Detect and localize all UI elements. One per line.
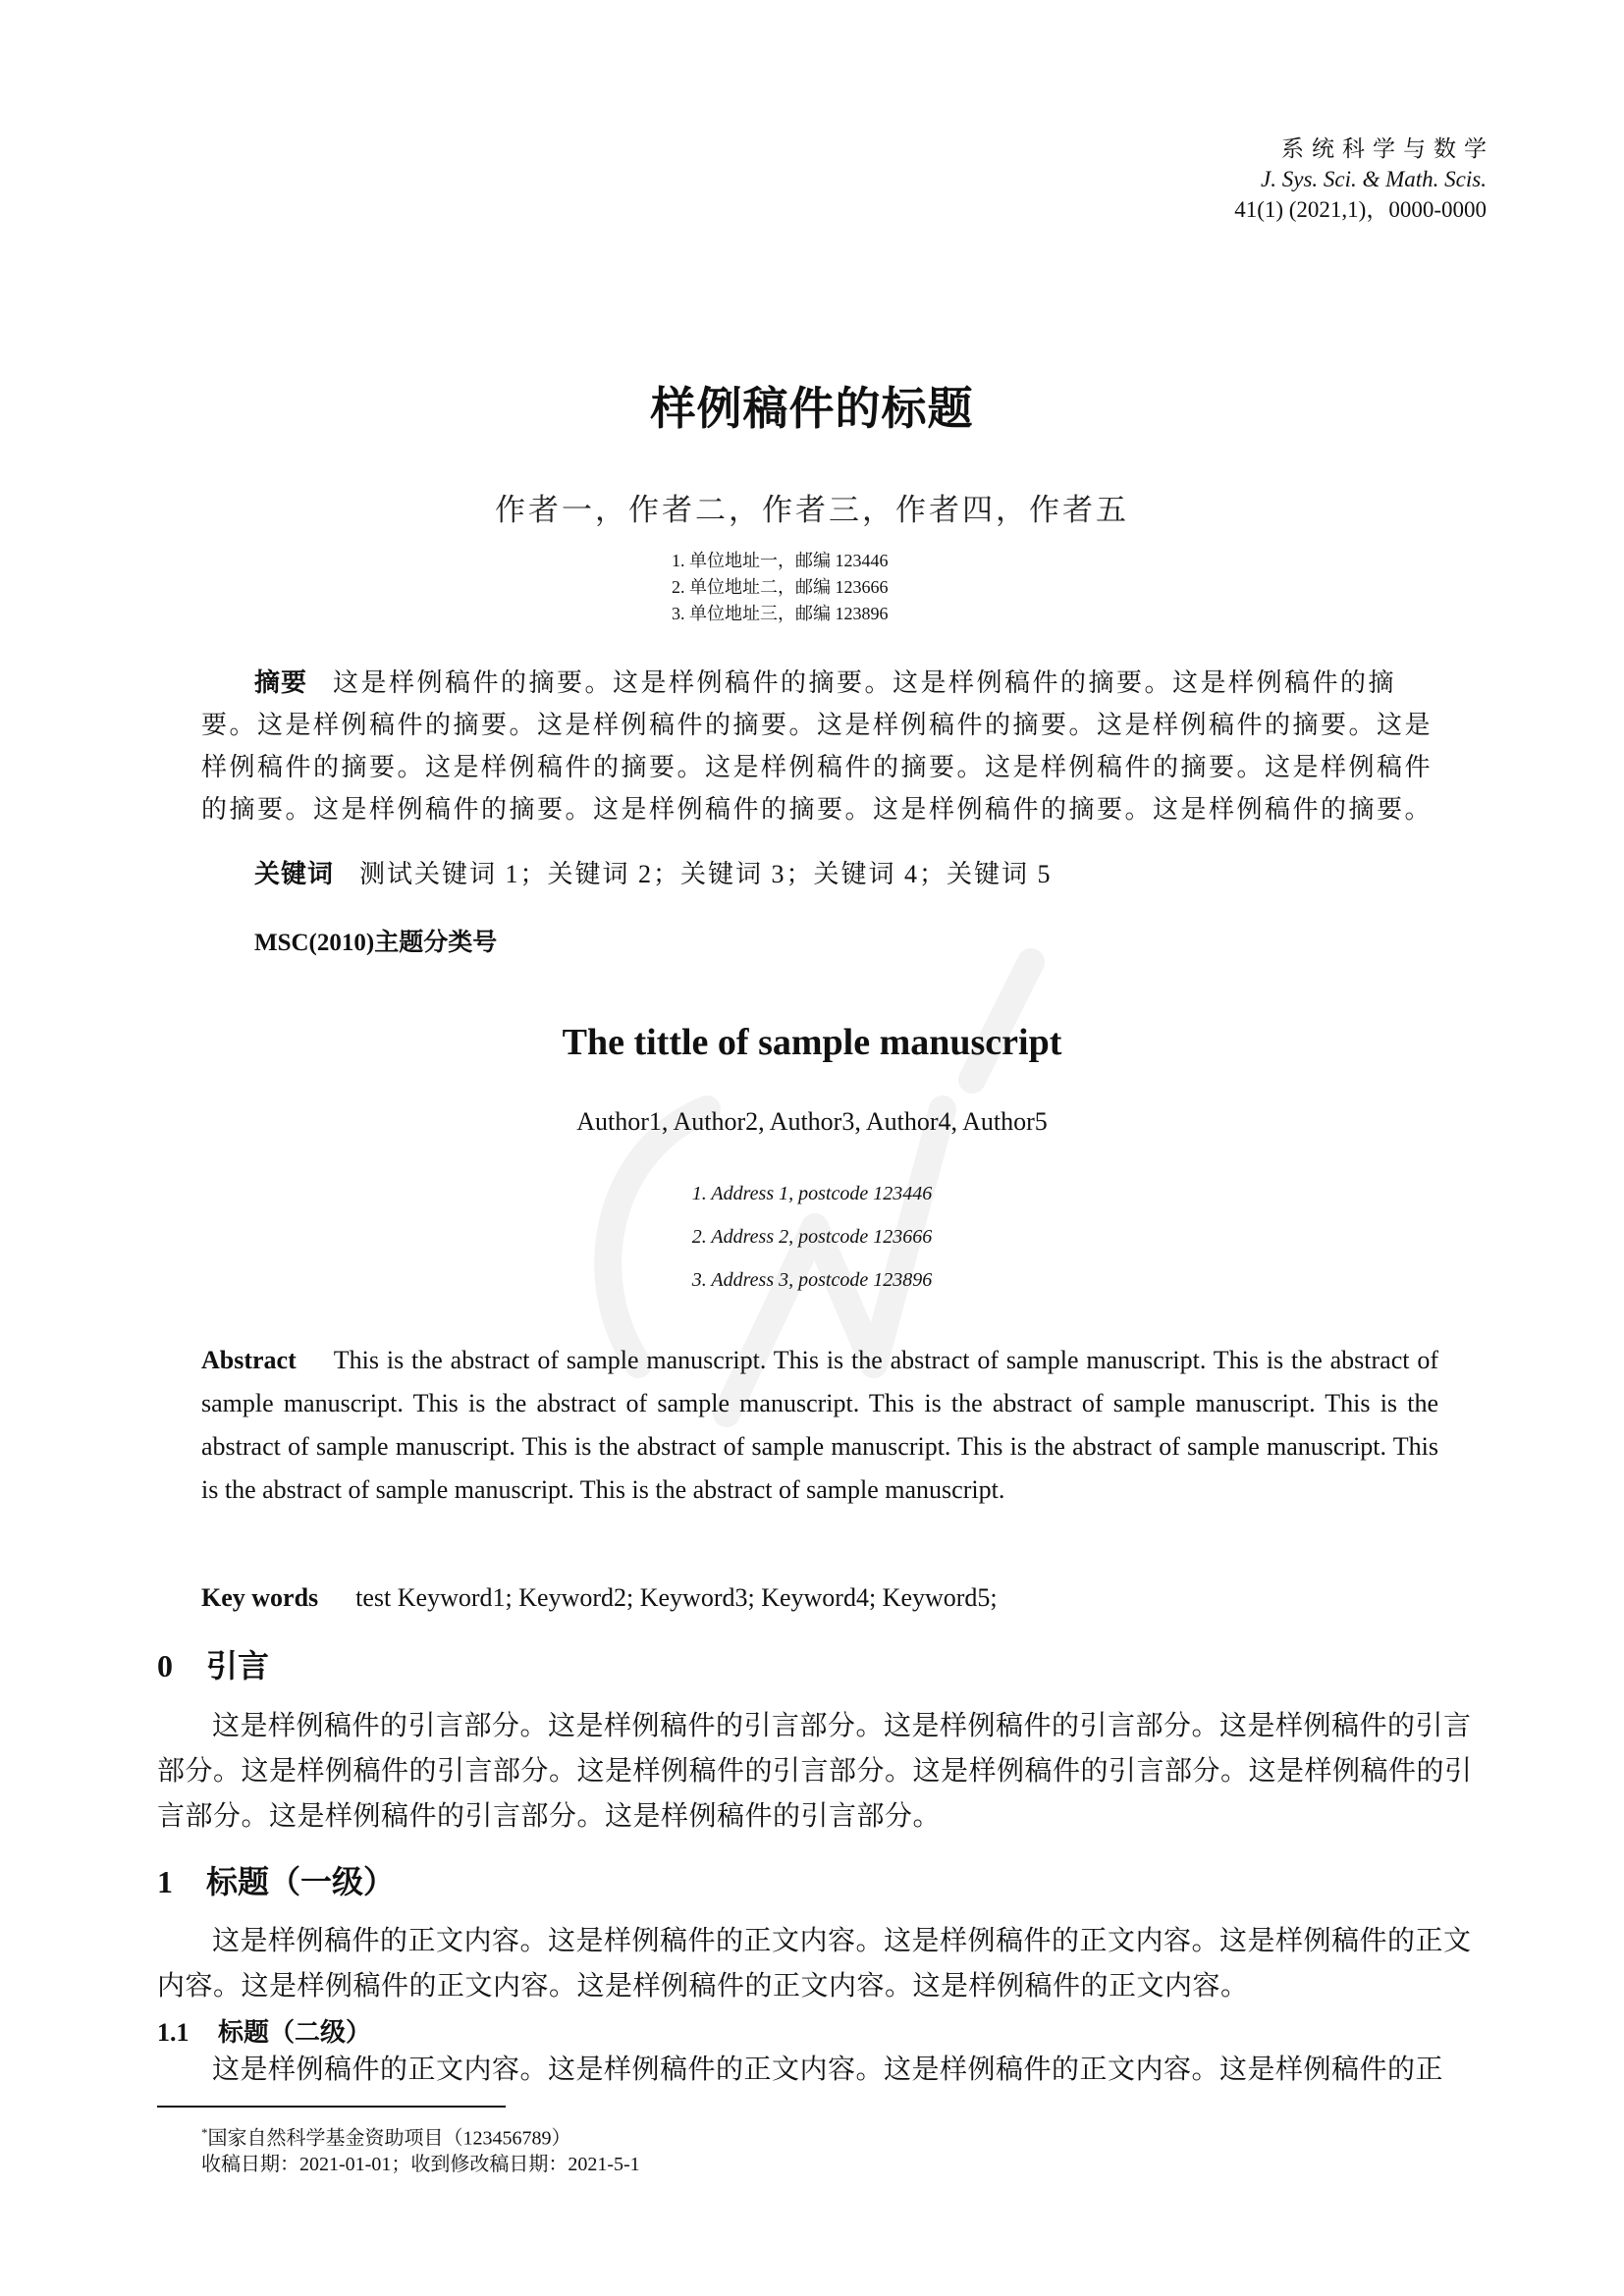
journal-name-cn: 系统科学与数学 xyxy=(1281,136,1494,161)
authors-cn: 作者一，作者二，作者三，作者四，作者五 xyxy=(495,493,1129,527)
affiliation-en-2: 2. Address 2, postcode 123666 xyxy=(691,1226,933,1248)
keywords-en xyxy=(201,1583,998,1613)
keywords-cn-label: 关键词 xyxy=(254,860,335,888)
section-heading-0 xyxy=(157,1641,269,1686)
affiliation-cn-3: 3. 单位地址三，邮编 123896 xyxy=(672,604,889,623)
section-body-0: 这是样例稿件的引言部分。这是样例稿件的引言部分。这是样例稿件的引言部分。这是样例稿件的引言部分。这是样例稿件的引言部分。这是样例稿件的引言部分。这是样例稿件的引言部分。这是样例稿件的引言部分。这是样例稿件的引言部分。这是样例稿件的引言部分。 xyxy=(157,1711,1473,1832)
affiliation-en-3: 3. Address 3, postcode 123896 xyxy=(691,1269,933,1291)
abstract-cn-text: 这是样例稿件的摘要。这是样例稿件的摘要。这是样例稿件的摘要。这是样例稿件的摘要。这是样例稿件的摘要。这是样例稿件的摘要。这是样例稿件的摘要。这是样例稿件的摘要。这是样例稿件的摘要。这是样例稿件的摘要。这是样例稿件的摘要。这是样例稿件的摘要。这是样例稿件的摘要。这是样例稿件的摘要。这是样例稿件的摘要。这是样例稿件的摘要。这是样例稿件的摘要。 xyxy=(201,668,1434,824)
affiliations-en xyxy=(0,1172,1624,1302)
section-body-1: 这是样例稿件的正文内容。这是样例稿件的正文内容。这是样例稿件的正文内容。这是样例稿件的正文内容。这是样例稿件的正文内容。这是样例稿件的正文内容。这是样例稿件的正文内容。 xyxy=(157,1926,1472,2002)
msc-classification: MSC(2010)主题分类号 xyxy=(254,930,498,956)
section-heading-1 xyxy=(157,1857,395,1902)
affiliation-cn-2: 2. 单位地址二，邮编 123666 xyxy=(672,577,889,597)
subsection-number-1-1: 1.1 xyxy=(157,2018,189,2047)
keywords-cn xyxy=(254,854,1053,890)
abstract-en-text: This is the abstract of sample manuscript. This is the abstract of sample manuscript. This is the abstract of sample manuscript. This is the abstract of sample manuscript. This is the abstract of sample manuscript. This is the abstract of sample manuscript. This is the abstract of sample manuscript. This is the abstract of sample manuscript. This is the abstract of sample manuscript. This is the abstract of sample manuscript. xyxy=(201,1346,1438,1504)
subsection-title-1-1: 标题（二级） xyxy=(218,2018,372,2047)
affiliations-cn xyxy=(672,548,889,627)
footnote-funding-text: 国家自然科学基金资助项目（123456789） xyxy=(207,2127,571,2150)
keywords-en-label: Key words xyxy=(201,1583,319,1612)
footnote-dates: 收稿日期：2021-01-01；收到修改稿日期：2021-5-1 xyxy=(201,2154,640,2175)
section-number-1: 1 xyxy=(157,1864,173,1899)
journal-header xyxy=(1234,133,1494,225)
abstract-cn-label: 摘要 xyxy=(254,668,308,697)
paper-title-cn: 样例稿件的标题 xyxy=(650,384,974,434)
journal-name-en: J. Sys. Sci. & Math. Scis. xyxy=(1261,167,1487,191)
footnote-divider xyxy=(157,2106,506,2108)
section-title-1: 标题（一级） xyxy=(206,1864,396,1899)
keywords-cn-text: 测试关键词 1；关键词 2；关键词 3；关键词 4；关键词 5 xyxy=(359,860,1053,888)
keywords-en-text: test Keyword1; Keyword2; Keyword3; Keyword4; Keyword5; xyxy=(355,1583,998,1612)
footnote-mark: * xyxy=(201,2125,208,2140)
subsection-heading-1-1 xyxy=(157,2012,371,2049)
journal-issue: 41(1) (2021,1)，0000-0000 xyxy=(1234,197,1487,222)
paper-title-en: The tittle of sample manuscript xyxy=(562,1022,1062,1063)
affiliation-en-1: 1. Address 1, postcode 123446 xyxy=(691,1183,933,1204)
footnote-funding xyxy=(201,2118,571,2154)
section-number-0: 0 xyxy=(157,1648,173,1683)
authors-en: Author1, Author2, Author3, Author4, Author5 xyxy=(576,1107,1048,1136)
abstract-en xyxy=(201,1339,1438,1512)
abstract-en-label: Abstract xyxy=(201,1346,297,1374)
abstract-cn xyxy=(201,662,1438,830)
section-title-0: 引言 xyxy=(206,1648,270,1683)
affiliation-cn-1: 1. 单位地址一，邮编 123446 xyxy=(672,551,889,570)
subsection-body-1-1: 这是样例稿件的正文内容。这是样例稿件的正文内容。这是样例稿件的正文内容。这是样例稿件的正 xyxy=(212,2055,1444,2085)
